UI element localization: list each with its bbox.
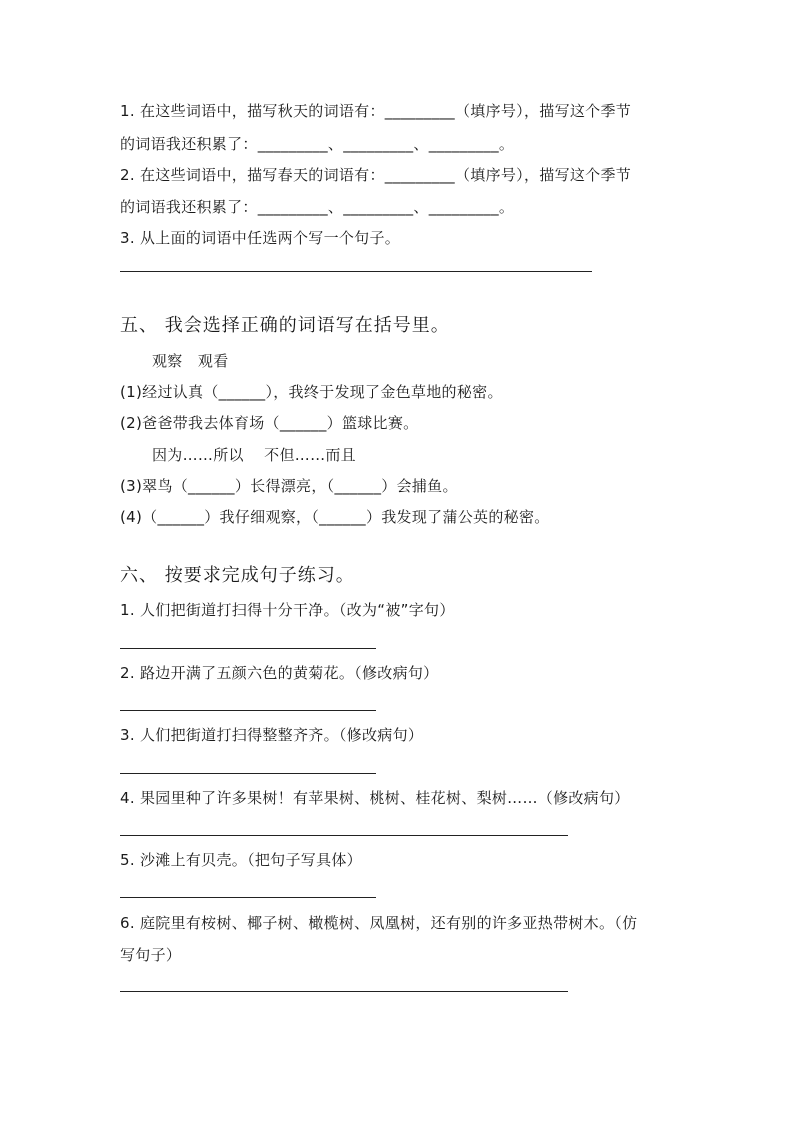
q6-4-prompt: 4. 果园里种了许多果树！有苹果树、桃树、桂花树、梨树……（修改病句） <box>120 789 630 807</box>
q4-1-line1: 1. 在这些词语中，描写秋天的词语有：_________（填序号），描写这个季节 <box>120 102 632 120</box>
q4-2-line2: 的词语我还积累了：_________、_________、_________。 <box>120 198 515 216</box>
answer-line-q6-1[interactable] <box>120 648 376 649</box>
section-6-heading: 六、 按要求完成句子练习。 <box>120 565 355 586</box>
answer-line-q6-5[interactable] <box>120 897 376 898</box>
answer-line-q6-6[interactable] <box>120 991 568 992</box>
q6-6-prompt-line1: 6. 庭院里有桉树、椰子树、橄榄树、凤凰树，还有别的许多亚热带树木。（仿 <box>120 914 638 932</box>
q4-3-prompt: 3. 从上面的词语中任选两个写一个句子。 <box>120 229 401 247</box>
q5-sentence-3: (3)翠鸟（______）长得漂亮，（______）会捕鱼。 <box>120 477 458 495</box>
q6-5-prompt: 5. 沙滩上有贝壳。（把句子写具体） <box>120 851 362 869</box>
q4-2-line1: 2. 在这些词语中，描写春天的词语有：_________（填序号），描写这个季节 <box>120 166 632 184</box>
q6-6-prompt-line2: 写句子） <box>120 946 182 964</box>
answer-line-q6-4[interactable] <box>120 835 568 836</box>
q6-3-prompt: 3. 人们把街道打扫得整整齐齐。（修改病句） <box>120 726 424 744</box>
answer-line-q6-2[interactable] <box>120 710 376 711</box>
q5-sentence-1: (1)经过认真（______），我终于发现了金色草地的秘密。 <box>120 383 503 401</box>
answer-line-q4-3[interactable] <box>120 271 592 272</box>
word-choice-1: 观察 观看 <box>152 352 229 370</box>
q5-sentence-4: (4)（______）我仔细观察，（______）我发现了蒲公英的秘密。 <box>120 508 550 526</box>
q5-sentence-2: (2)爸爸带我去体育场（______）篮球比赛。 <box>120 414 419 432</box>
section-5-heading: 五、 我会选择正确的词语写在括号里。 <box>120 315 450 336</box>
q6-1-prompt: 1. 人们把街道打扫得十分干净。（改为“被”字句） <box>120 601 455 619</box>
q6-2-prompt: 2. 路边开满了五颜六色的黄菊花。（修改病句） <box>120 664 439 682</box>
answer-line-q6-3[interactable] <box>120 773 376 774</box>
word-choice-2: 因为……所以 不但……而且 <box>152 446 356 464</box>
q4-1-line2: 的词语我还积累了：_________、_________、_________。 <box>120 135 515 153</box>
